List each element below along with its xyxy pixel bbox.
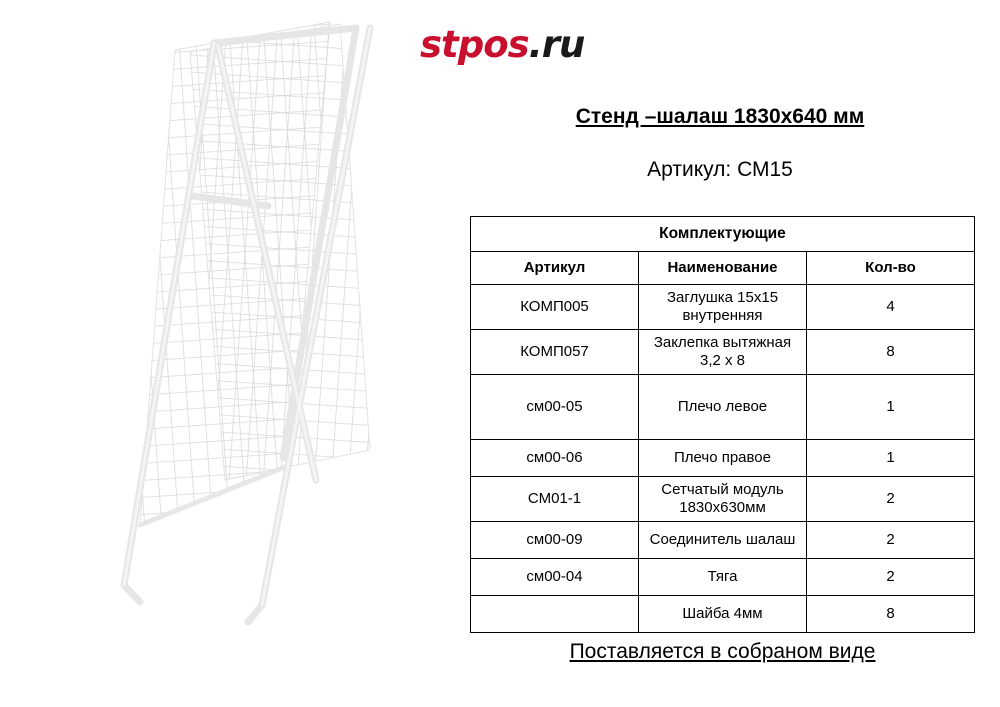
table-header-row [471, 252, 975, 285]
cell-name: Заглушка 15х15 внутренняя [639, 285, 807, 330]
logo-text [420, 20, 600, 70]
table-caption: Комплектующие [471, 217, 975, 252]
cell-qty: 4 [807, 285, 975, 330]
cell-article: см00-04 [471, 559, 639, 596]
article-subtitle: Артикул: СМ15 [647, 158, 793, 181]
page-title: Стенд –шалаш 1830x640 мм [575, 105, 865, 128]
cell-name: Заклепка вытяжная 3,2 х 8 [639, 330, 807, 375]
stand-drawing-svg [40, 10, 430, 690]
table-row [471, 330, 975, 375]
cell-qty: 1 [807, 440, 975, 477]
cell-qty: 2 [807, 559, 975, 596]
table-row [471, 440, 975, 477]
cell-name: Плечо левое [639, 375, 807, 440]
cell-article: КОМП005 [471, 285, 639, 330]
cell-article: см00-09 [471, 522, 639, 559]
column-header-article: Артикул [471, 252, 639, 285]
cell-qty: 2 [807, 522, 975, 559]
logo-text-main: stpos [420, 23, 529, 66]
cell-name: Шайба 4мм [639, 596, 807, 633]
column-header-qty: Кол-во [807, 252, 975, 285]
cell-name: Плечо правое [639, 440, 807, 477]
table-row [471, 522, 975, 559]
cell-qty: 8 [807, 596, 975, 633]
cell-article: СМ01-1 [471, 477, 639, 522]
cell-article: см00-05 [471, 375, 639, 440]
delivery-note: Поставляется в собраном виде [569, 640, 876, 663]
cell-qty: 1 [807, 375, 975, 440]
table-row [471, 477, 975, 522]
cell-name: Тяга [639, 559, 807, 596]
cell-name: Сетчатый модуль 1830х630мм [639, 477, 807, 522]
components-table [470, 216, 975, 633]
logo-text-suffix: .ru [528, 23, 585, 66]
table-row [471, 285, 975, 330]
table-row [471, 596, 975, 633]
cell-qty: 2 [807, 477, 975, 522]
cell-qty: 8 [807, 330, 975, 375]
table-caption-row [471, 217, 975, 252]
table-row [471, 375, 975, 440]
cell-name: Соединитель шалаш [639, 522, 807, 559]
cell-article [471, 596, 639, 633]
table-row [471, 559, 975, 596]
site-logo[interactable] [420, 20, 600, 70]
cell-article: см00-06 [471, 440, 639, 477]
column-header-name: Наименование [639, 252, 807, 285]
product-illustration [40, 10, 430, 690]
cell-article: КОМП057 [471, 330, 639, 375]
